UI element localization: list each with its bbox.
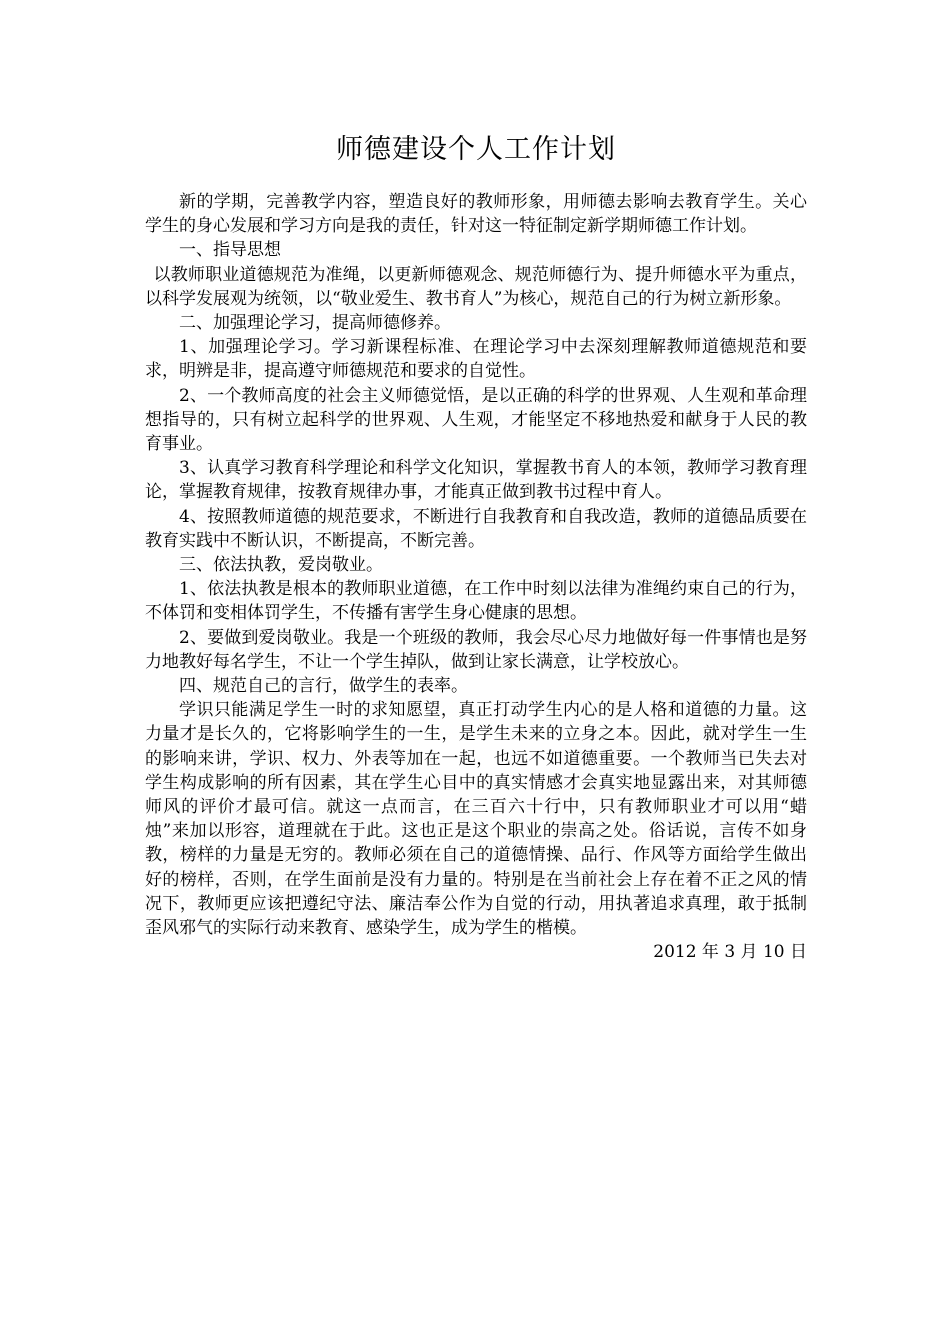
section-3-item-2: 2、要做到爱岗敬业。我是一个班级的教师，我会尽心尽力地做好每一件事情也是努力地教好每名学生，不让一个学生掉队，做到让家长满意，让学校放心。 [145, 627, 807, 672]
section-2-item-3: 3、认真学习教育科学理论和科学文化知识，掌握教书育人的本领，教师学习教育理论，掌握教育规律，按教育规律办事，才能真正做到教书过程中育人。 [145, 458, 807, 503]
document-title: 师德建设个人工作计划 [336, 134, 616, 165]
section-2-item-2: 2、一个教师高度的社会主义师德觉悟，是以正确的科学的世界观、人生观和革命理想指导的，只有树立起科学的世界观、人生观，才能坚定不移地热爱和献身于人民的教育事业。 [145, 385, 807, 455]
document-page [145, 128, 807, 965]
section-3-item-1: 1、依法执教是根本的教师职业道德，在工作中时刻以法律为准绳约束自己的行为，不体罚和变相体罚学生，不传播有害学生身心健康的思想。 [145, 579, 807, 624]
section-3-heading: 三、依法执教，爱岗敬业。 [179, 555, 383, 576]
document-date: 2012 年 3 月 10 日 [653, 942, 807, 963]
section-2-heading: 二、加强理论学习，提高师德修养。 [179, 313, 451, 334]
section-1-body: 以教师职业道德规范为准绳，以更新师德观念、规范师德行为、提升师德水平为重点，以科学发展观为统领，以“敬业爱生、教书育人”为核心，规范自己的行为树立新形象。 [145, 264, 807, 309]
section-1-heading: 一、指导思想 [179, 240, 281, 261]
section-4-body: 学识只能满足学生一时的求知愿望，真正打动学生内心的是人格和道德的力量。这力量才是长久的，它将影响学生的一生，是学生未来的立身之本。因此，就对学生一生的影响来讲，学识、权力、外表等加在一起，也远不如道德重要。一个教师当已失去对学生构成影响的所有因素，其在学生心目中的真实情感才会真实地显露出来，对其师德师风的评价才最可信。就这一点而言，在三百六十行中，只有教师职业才可以用“蜡烛”来加以形容，道理就在于此。这也正是这个职业的崇高之处。俗话说，言传不如身教，榜样的力量是无穷的。教师必须在自己的道德情操、品行、作风等方面给学生做出好的榜样，否则，在学生面前是没有力量的。特别是在当前社会上存在着不正之风的情况下，教师更应该把遵纪守法、廉洁奉公作为自觉的行动，用执著追求真理，敢于抵制歪风邪气的实际行动来教育、感染学生，成为学生的楷模。 [145, 700, 807, 939]
section-4-heading: 四、规范自己的言行，做学生的表率。 [179, 676, 468, 697]
intro-paragraph: 新的学期，完善教学内容，塑造良好的教师形象，用师德去影响去教育学生。关心学生的身心发展和学习方向是我的责任，针对这一特征制定新学期师德工作计划。 [145, 192, 807, 237]
section-2-item-1: 1、加强理论学习。学习新课程标准、在理论学习中去深刻理解教师道德规范和要求，明辨是非，提高遵守师德规范和要求的自觉性。 [145, 337, 807, 382]
section-2-item-4: 4、按照教师道德的规范要求，不断进行自我教育和自我改造，教师的道德品质要在教育实践中不断认识，不断提高，不断完善。 [145, 506, 807, 551]
